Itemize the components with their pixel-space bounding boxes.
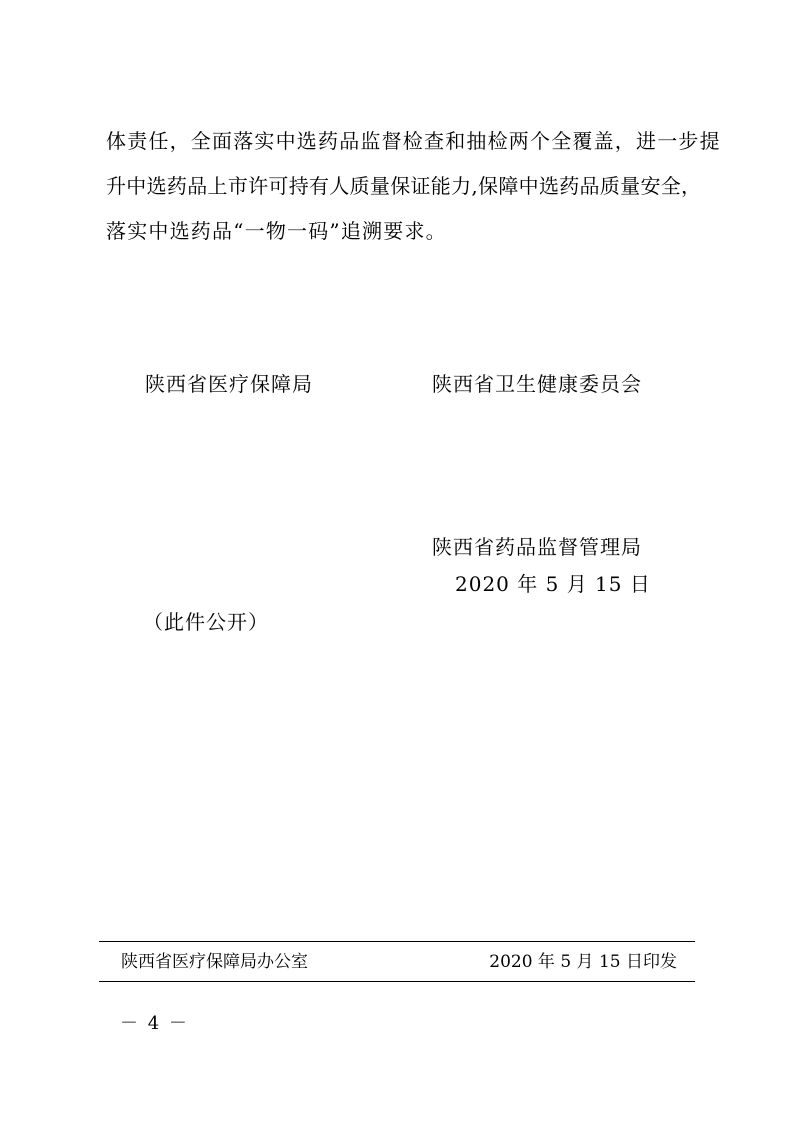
signature-org-drug-administration: 陕西省药品监督管理局 (432, 535, 642, 559)
signature-org-medical-security: 陕西省医疗保障局 (145, 372, 313, 396)
public-disclosure-note: （此件公开） (143, 610, 269, 634)
footer-print-date: 2020 年 5 月 15 日印发 (489, 952, 677, 972)
body-text-line: 落实中选药品“一物一码”追溯要求。 (106, 219, 447, 243)
footer-issuer: 陕西省医疗保障局办公室 (121, 952, 308, 972)
body-text-line: 体责任，全面落实中选药品监督检查和抽检两个全覆盖，进一步提 (106, 129, 721, 153)
footer-divider-bottom (99, 981, 695, 982)
footer-divider-top (99, 941, 695, 942)
signature-org-health-commission: 陕西省卫生健康委员会 (432, 372, 642, 396)
body-text-line: 升中选药品上市许可持有人质量保证能力,保障中选药品质量安全， (106, 174, 702, 198)
signature-date: 2020 年 5 月 15 日 (455, 572, 651, 596)
page-number: － 4 － (120, 1013, 189, 1034)
